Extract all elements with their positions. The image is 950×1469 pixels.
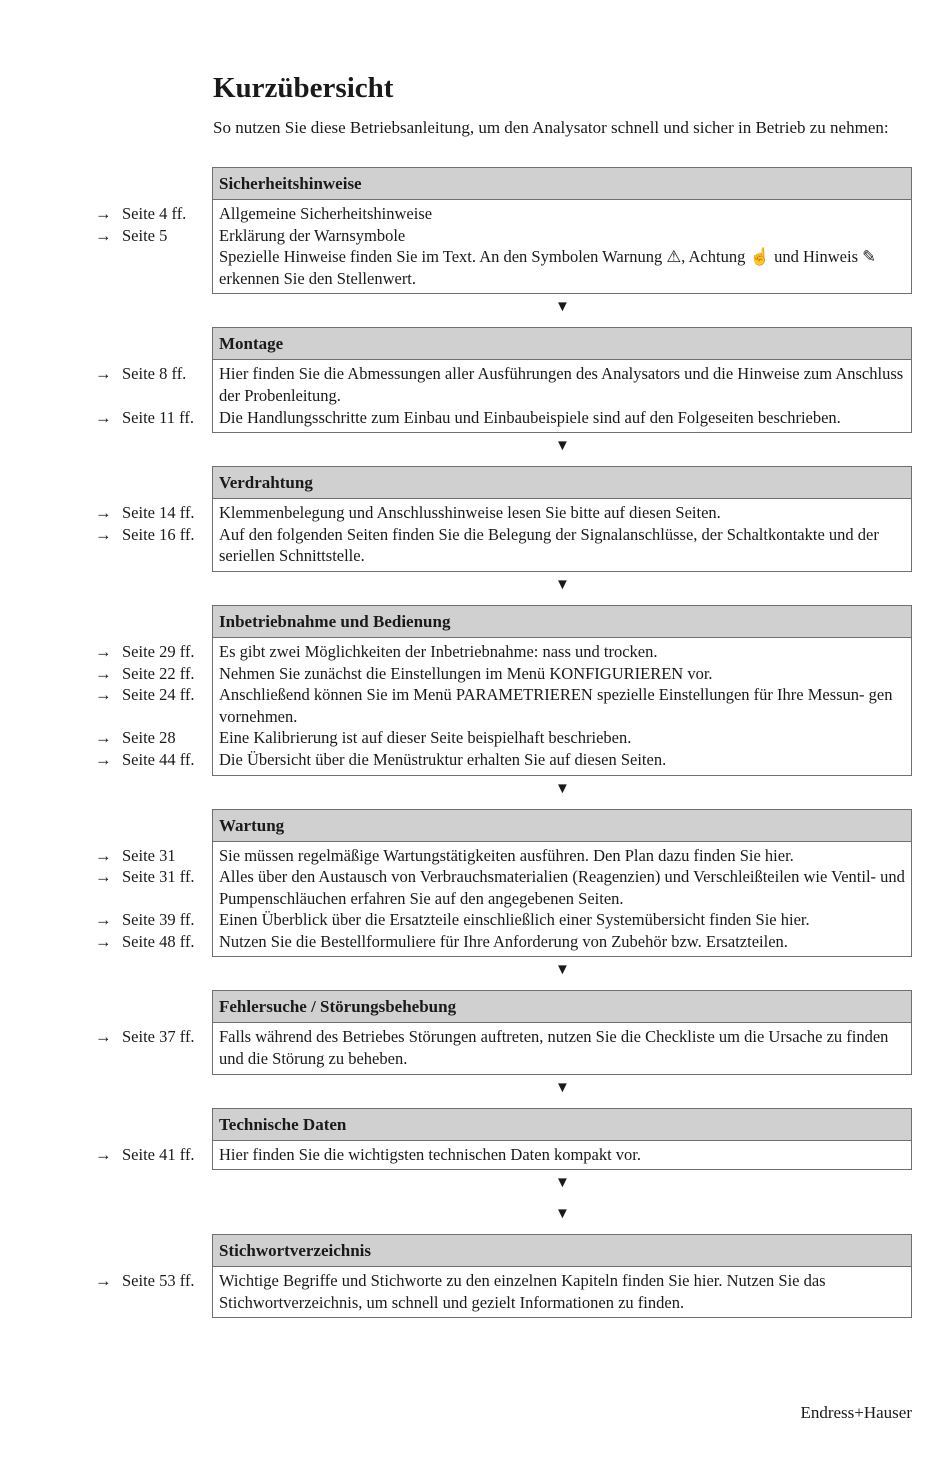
page-reference-label: Seite 11 ff. xyxy=(122,407,194,427)
section-row-text: Spezielle Hinweise finden Sie im Text. An den Symbolen Warnung ⚠, Achtung ☝ und Hinweis ✎ erkennen Sie den Stellenwert. xyxy=(219,247,876,288)
page-reference-label: Seite 28 xyxy=(122,728,176,748)
arrow-right-icon: → xyxy=(95,407,112,427)
arrow-right-icon: → xyxy=(95,1144,112,1164)
section-heading: Inbetriebnahme und Bedienung xyxy=(213,606,911,638)
section-row xyxy=(95,407,905,429)
page-reference-label: Seite 24 ff. xyxy=(122,685,195,705)
section-row xyxy=(95,641,905,663)
section xyxy=(0,327,950,433)
flow-connector xyxy=(0,1075,950,1108)
arrow-right-icon: → xyxy=(95,641,112,661)
intro-text: So nutzen Sie diese Betriebsanleitung, um den Analysator schnell und sicher in Betrieb zu nehmen: xyxy=(213,118,889,137)
section-row-text: Nehmen Sie zunächst die Einstellungen im Menü KONFIGURIEREN vor. xyxy=(219,663,713,683)
arrow-right-icon: → xyxy=(95,685,112,705)
arrow-right-icon: → xyxy=(95,204,112,223)
down-triangle-icon: ▼ xyxy=(555,962,570,979)
footer-brand: Endress+Hauser xyxy=(800,1403,912,1422)
section-row-text: Hier finden Sie die Abmessungen aller Ausführungen des Analysators und die Hinweise zum Anschluss der Probenleitung. xyxy=(219,364,904,405)
section-body xyxy=(95,842,911,957)
down-triangle-icon: ▼ xyxy=(555,299,570,316)
page-reference-link[interactable] xyxy=(95,1270,195,1292)
section-box xyxy=(95,605,912,776)
section-row xyxy=(95,866,905,909)
flow-connector xyxy=(0,572,950,605)
section xyxy=(0,1234,950,1318)
page-reference-link[interactable] xyxy=(95,225,167,247)
section-box xyxy=(95,809,912,958)
page-reference-label: Seite 39 ff. xyxy=(122,910,195,930)
section-row xyxy=(95,502,905,524)
down-triangle-icon: ▼ xyxy=(555,780,570,797)
page-reference-link[interactable] xyxy=(95,641,195,663)
section xyxy=(0,990,950,1074)
section-row xyxy=(95,225,905,247)
section xyxy=(0,809,950,958)
section xyxy=(0,466,950,572)
page-reference-label: Seite 31 ff. xyxy=(122,867,195,887)
section-row-text: Es gibt zwei Möglichkeiten der Inbetriebnahme: nass und trocken. xyxy=(219,641,658,661)
page-reference-link[interactable] xyxy=(95,909,195,931)
section-row-text: Die Übersicht über die Menüstruktur erhalten Sie auf diesen Seiten. xyxy=(219,749,667,769)
section-row-text: Auf den folgenden Seiten finden Sie die Belegung der Signalanschlüsse, der Schaltkontakte und der seriellen Schnittstelle. xyxy=(219,524,879,566)
section xyxy=(0,1108,950,1171)
page-reference-label: Seite 53 ff. xyxy=(122,1271,195,1291)
section-row xyxy=(95,524,905,567)
section-row xyxy=(95,727,905,749)
arrow-right-icon: → xyxy=(95,910,112,930)
section-row-text: Nutzen Sie die Bestellformuliere für Ihre Anforderung von Zubehör bzw. Ersatzteilen. xyxy=(219,931,788,951)
page-reference-label: Seite 16 ff. xyxy=(122,524,195,544)
page-reference-link[interactable] xyxy=(95,845,176,867)
flow-connector xyxy=(0,294,950,327)
section-body xyxy=(95,638,911,775)
section-row xyxy=(95,203,905,225)
page-reference-label: Seite 5 xyxy=(122,225,168,245)
arrow-right-icon: → xyxy=(95,225,112,245)
overview-sections xyxy=(0,167,950,1318)
arrow-right-icon: → xyxy=(95,931,112,951)
flow-connector xyxy=(0,433,950,466)
page-title: Kurzübersicht xyxy=(213,72,394,104)
page-reference-link[interactable] xyxy=(95,684,195,706)
section-heading: Montage xyxy=(213,328,911,360)
section-row-text: Erklärung der Warnsymbole xyxy=(219,225,406,245)
page-reference-link[interactable] xyxy=(95,749,195,771)
section-row xyxy=(95,1270,905,1313)
section-row xyxy=(95,909,905,931)
page-reference-label: Seite 8 ff. xyxy=(122,364,187,384)
section-heading: Verdrahtung xyxy=(213,467,911,499)
section-row xyxy=(95,931,905,953)
page-reference-link[interactable] xyxy=(95,931,195,953)
arrow-right-icon: → xyxy=(95,1027,112,1047)
page-reference-label: Seite 29 ff. xyxy=(122,641,195,661)
arrow-right-icon: → xyxy=(95,845,112,865)
section-box xyxy=(95,990,912,1074)
page-reference-link[interactable] xyxy=(95,407,194,429)
page-reference-label: Seite 22 ff. xyxy=(122,663,195,683)
section-heading: Stichwortverzeichnis xyxy=(213,1235,911,1267)
section-heading: Fehlersuche / Störungsbehebung xyxy=(213,991,911,1023)
section-box xyxy=(95,327,912,433)
section-heading: Technische Daten xyxy=(213,1109,911,1141)
arrow-right-icon: → xyxy=(95,867,112,887)
arrow-right-icon: → xyxy=(95,503,112,523)
section-body xyxy=(95,499,911,571)
section-row-text: Die Handlungsschritte zum Einbau und Einbaubeispiele sind auf den Folgeseiten beschrieben. xyxy=(219,407,841,427)
down-triangle-icon: ▼ xyxy=(555,1079,570,1096)
section-row xyxy=(95,363,905,406)
section-box xyxy=(95,1108,912,1171)
section-heading: Wartung xyxy=(213,810,911,842)
section-body xyxy=(95,360,911,432)
section xyxy=(0,167,950,294)
page-reference-label: Seite 37 ff. xyxy=(122,1027,195,1047)
section-row xyxy=(95,749,905,771)
down-triangle-icon: ▼ xyxy=(555,438,570,455)
section-row xyxy=(95,845,905,867)
section-row xyxy=(95,684,905,727)
page-reference-link[interactable] xyxy=(95,866,195,888)
section-row-text: Hier finden Sie die wichtigsten technischen Daten kompakt vor. xyxy=(219,1144,642,1164)
arrow-right-icon: → xyxy=(95,663,112,683)
section-body xyxy=(95,200,911,293)
section-body xyxy=(95,1141,911,1170)
page-reference-label: Seite 4 ff. xyxy=(122,204,187,223)
section xyxy=(0,605,950,776)
section-row-text: Eine Kalibrierung ist auf dieser Seite beispielhaft beschrieben. xyxy=(219,728,632,748)
section-heading: Sicherheitshinweise xyxy=(213,168,911,200)
arrow-right-icon: → xyxy=(95,728,112,748)
section-row-text: Einen Überblick über die Ersatzteile einschließlich einer Systemübersicht finden Sie hier. xyxy=(219,910,810,930)
section-row-text: Falls während des Betriebes Störungen auftreten, nutzen Sie die Checkliste um die Ursache zu finden und die Störung zu beheben. xyxy=(219,1027,889,1069)
page-reference-label: Seite 48 ff. xyxy=(122,931,195,951)
down-triangle-icon: ▼ xyxy=(555,1206,570,1223)
section-row xyxy=(95,663,905,685)
arrow-right-icon: → xyxy=(95,749,112,769)
section-row-text: Allgemeine Sicherheitshinweise xyxy=(219,204,433,223)
down-triangle-icon: ▼ xyxy=(555,1175,570,1192)
section-row-text: Wichtige Begriffe und Stichworte zu den einzelnen Kapiteln finden Sie hier. Nutzen Sie das Stichwortverzeichnis, um schnell und gezielt Informationen zu finden. xyxy=(219,1271,826,1312)
down-triangle-icon: ▼ xyxy=(555,576,570,593)
page-reference-link[interactable] xyxy=(95,524,195,546)
page-reference-link[interactable] xyxy=(95,203,186,225)
section-box xyxy=(95,167,912,294)
page-reference-link[interactable] xyxy=(95,727,176,749)
section-row-text: Klemmenbelegung und Anschlusshinweise lesen Sie bitte auf diesen Seiten. xyxy=(219,503,721,523)
page-reference-link[interactable] xyxy=(95,1026,195,1048)
page-reference-link[interactable] xyxy=(95,663,195,685)
page-reference-label: Seite 41 ff. xyxy=(122,1144,195,1164)
section-row xyxy=(95,1144,905,1166)
page-reference-label: Seite 14 ff. xyxy=(122,503,195,523)
section-body xyxy=(95,1023,911,1073)
section-box xyxy=(95,1234,912,1318)
page-reference-link[interactable] xyxy=(95,502,195,524)
section-row-text: Anschließend können Sie im Menü PARAMETRIEREN spezielle Einstellungen für Ihre Messun- gen vornehmen. xyxy=(219,685,893,726)
flow-connector xyxy=(0,957,950,990)
section-row xyxy=(95,1026,905,1069)
flow-connector xyxy=(0,776,950,809)
page-reference-label: Seite 31 xyxy=(122,845,176,865)
section-row-text: Sie müssen regelmäßige Wartungstätigkeiten ausführen. Den Plan dazu finden Sie hier. xyxy=(219,845,794,865)
page-reference-link[interactable] xyxy=(95,363,186,385)
page-reference-link[interactable] xyxy=(95,1144,195,1166)
arrow-right-icon: → xyxy=(95,1271,112,1291)
section-row xyxy=(219,246,905,289)
section-body xyxy=(95,1267,911,1317)
section-box xyxy=(95,466,912,572)
page-reference-label: Seite 44 ff. xyxy=(122,749,195,769)
arrow-right-icon: → xyxy=(95,524,112,544)
flow-connector xyxy=(0,1170,950,1234)
section-row-text: Alles über den Austausch von Verbrauchsmaterialien (Reagenzien) und Verschleißteilen wie Ventil- und Pumpenschläuchen erfahren Sie auf den angegebenen Seiten. xyxy=(219,867,905,908)
arrow-right-icon: → xyxy=(95,364,112,384)
